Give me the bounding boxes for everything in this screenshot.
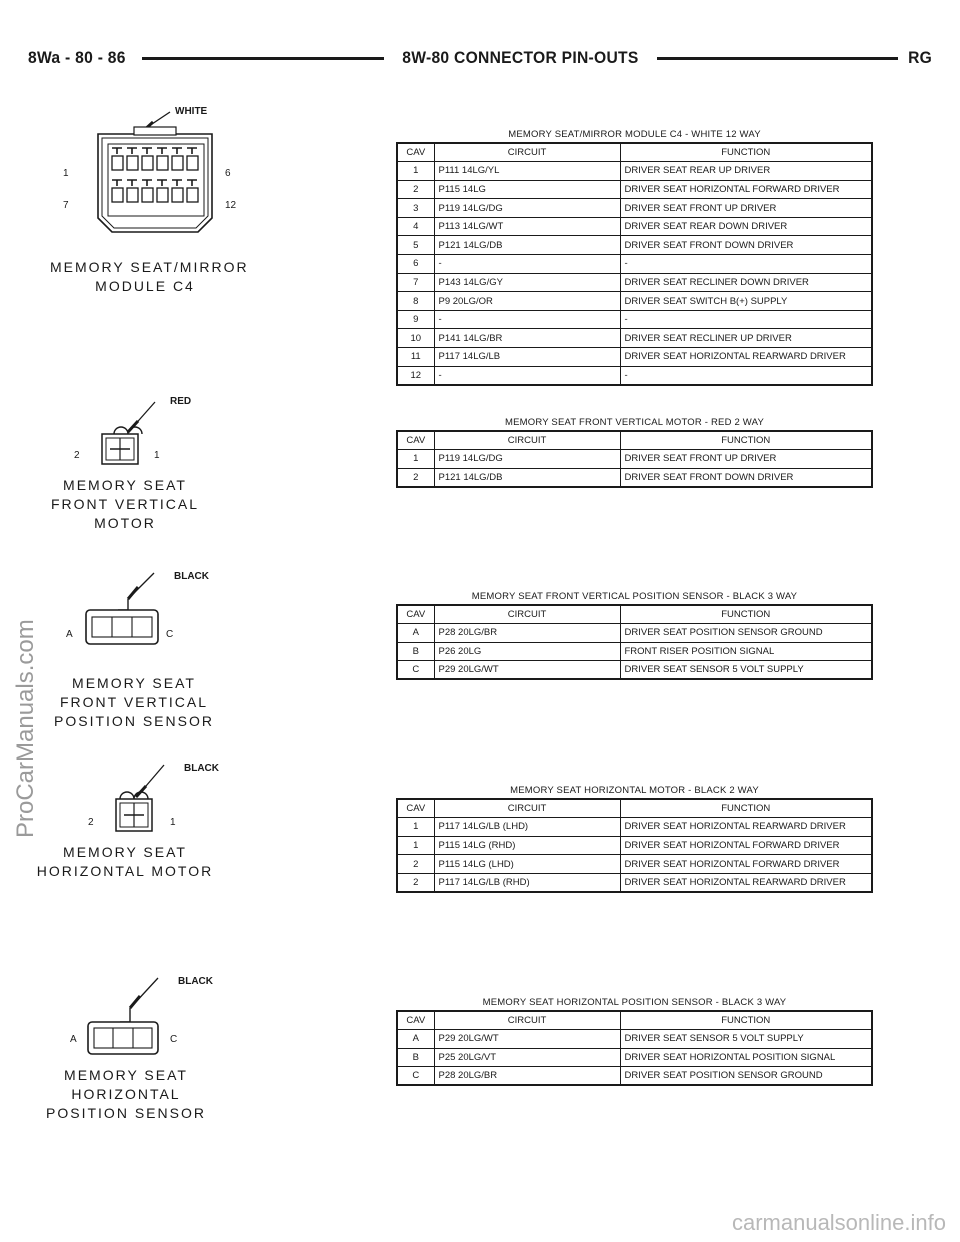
cell-circuit: P115 14LG (LHD) xyxy=(434,855,620,874)
cell-circuit: P141 14LG/BR xyxy=(434,329,620,348)
connector-name-front-vertical-motor xyxy=(50,476,200,533)
footer-watermark: carmanualsonline.info xyxy=(731,1210,946,1235)
cell-cav: 4 xyxy=(397,217,434,236)
cell-cav: 1 xyxy=(397,450,434,469)
cell-circuit: P121 14LG/DB xyxy=(434,468,620,487)
table-row xyxy=(397,624,872,643)
cell-cav: 7 xyxy=(397,273,434,292)
cell-function: DRIVER SEAT FRONT UP DRIVER xyxy=(620,450,872,469)
cell-cav: 2 xyxy=(397,180,434,199)
cell-cav: 6 xyxy=(397,255,434,274)
cell-circuit: - xyxy=(434,366,620,385)
pinout-table-front-vertical-sensor xyxy=(396,590,873,680)
connector-name-line: MOTOR xyxy=(94,515,156,531)
cell-function: DRIVER SEAT HORIZONTAL FORWARD DRIVER xyxy=(620,180,872,199)
pin-label-2: 2 xyxy=(88,817,94,828)
table-header-row xyxy=(397,143,872,162)
side-watermark: ProCarManuals.com xyxy=(12,619,39,838)
cell-cav: 12 xyxy=(397,366,434,385)
cell-circuit: P121 14LG/DB xyxy=(434,236,620,255)
table-row xyxy=(397,468,872,487)
connector-3way-drawing xyxy=(56,970,216,1062)
col-header-function: FUNCTION xyxy=(620,143,872,162)
connector-name-line: POSITION SENSOR xyxy=(54,713,214,729)
connector-name-line: MEMORY SEAT xyxy=(64,1067,188,1083)
cell-cav: 8 xyxy=(397,292,434,311)
cell-cav: 9 xyxy=(397,310,434,329)
cell-function: DRIVER SEAT POSITION SENSOR GROUND xyxy=(620,1067,872,1086)
connector-color-label: RED xyxy=(170,396,192,407)
connector-diagram-front-vertical-motor xyxy=(50,390,210,540)
pinout-table xyxy=(396,1010,873,1086)
cavity xyxy=(187,156,198,170)
table-row xyxy=(397,1048,872,1067)
col-header-circuit: CIRCUIT xyxy=(434,431,620,450)
cavity xyxy=(157,188,168,202)
connector-name-c4 xyxy=(50,258,249,296)
cell-circuit: P25 20LG/VT xyxy=(434,1048,620,1067)
connector-name-line: MEMORY SEAT xyxy=(63,844,187,860)
cell-circuit: P111 14LG/YL xyxy=(434,162,620,181)
terminal-latch xyxy=(127,180,137,186)
table-row xyxy=(397,310,872,329)
connector-name-horizontal-sensor xyxy=(46,1066,206,1123)
cavity xyxy=(127,188,138,202)
table-row xyxy=(397,450,872,469)
cell-function: DRIVER SEAT RECLINER UP DRIVER xyxy=(620,329,872,348)
cell-cav: 5 xyxy=(397,236,434,255)
cell-function: DRIVER SEAT FRONT DOWN DRIVER xyxy=(620,468,872,487)
cell-circuit: P115 14LG (RHD) xyxy=(434,836,620,855)
connector-diagram-front-vertical-sensor xyxy=(56,565,216,735)
cell-function: DRIVER SEAT SENSOR 5 VOLT SUPPLY xyxy=(620,661,872,680)
col-header-function: FUNCTION xyxy=(620,799,872,818)
col-header-cav: CAV xyxy=(397,431,434,450)
table-row xyxy=(397,236,872,255)
col-header-circuit: CIRCUIT xyxy=(434,1011,620,1030)
connector-diagram-horizontal-motor xyxy=(36,755,224,885)
col-header-cav: CAV xyxy=(397,799,434,818)
table-row xyxy=(397,348,872,367)
cell-circuit: P143 14LG/GY xyxy=(434,273,620,292)
cell-circuit: P29 20LG/WT xyxy=(434,1030,620,1049)
terminal-latch xyxy=(142,180,152,186)
cell-function: DRIVER SEAT SWITCH B(+) SUPPLY xyxy=(620,292,872,311)
cell-circuit: P117 14LG/LB (RHD) xyxy=(434,873,620,892)
table-row xyxy=(397,217,872,236)
terminal-latch xyxy=(187,180,197,186)
col-header-function: FUNCTION xyxy=(620,431,872,450)
cell-cav: A xyxy=(397,1030,434,1049)
table-header-row xyxy=(397,605,872,624)
cell-cav: 2 xyxy=(397,855,434,874)
connector-name-line: MEMORY SEAT xyxy=(63,477,187,493)
cell-circuit: P119 14LG/DG xyxy=(434,199,620,218)
cavity xyxy=(187,188,198,202)
col-header-cav: CAV xyxy=(397,143,434,162)
connector-name-line: MEMORY SEAT xyxy=(72,675,196,691)
cell-function: DRIVER SEAT FRONT DOWN DRIVER xyxy=(620,236,872,255)
cell-cav: 1 xyxy=(397,836,434,855)
cell-circuit: P113 14LG/WT xyxy=(434,217,620,236)
cell-circuit: P9 20LG/OR xyxy=(434,292,620,311)
cell-function: DRIVER SEAT REAR DOWN DRIVER xyxy=(620,217,872,236)
connector-12way-drawing xyxy=(60,100,250,250)
table-row xyxy=(397,855,872,874)
cell-circuit: P28 20LG/BR xyxy=(434,1067,620,1086)
cell-cav: C xyxy=(397,661,434,680)
cavity xyxy=(142,156,153,170)
page-header xyxy=(28,44,932,72)
cavity xyxy=(112,156,123,170)
pin-label-1: 1 xyxy=(63,168,69,179)
pin-label-2: 2 xyxy=(74,450,80,461)
table-row xyxy=(397,642,872,661)
pin-label-c: C xyxy=(166,629,174,640)
cell-function: FRONT RISER POSITION SIGNAL xyxy=(620,642,872,661)
table-title: MEMORY SEAT FRONT VERTICAL MOTOR - RED 2 WAY xyxy=(504,417,764,428)
cavity xyxy=(172,156,183,170)
cell-cav: 1 xyxy=(397,162,434,181)
cell-circuit: P117 14LG/LB (LHD) xyxy=(434,818,620,837)
cell-cav: B xyxy=(397,642,434,661)
table-header-row xyxy=(397,431,872,450)
cavity xyxy=(112,188,123,202)
connector-name-line: HORIZONTAL xyxy=(71,1086,181,1102)
connector-diagram-c4 xyxy=(50,100,250,300)
cell-cav: 3 xyxy=(397,199,434,218)
table-title: MEMORY SEAT HORIZONTAL MOTOR - BLACK 2 WAY xyxy=(510,785,759,796)
table-row xyxy=(397,836,872,855)
cell-circuit: P117 14LG/LB xyxy=(434,348,620,367)
col-header-cav: CAV xyxy=(397,605,434,624)
header-rule-left xyxy=(142,57,383,60)
cavity xyxy=(172,188,183,202)
col-header-circuit: CIRCUIT xyxy=(434,605,620,624)
connector-name-horizontal-motor xyxy=(30,843,220,881)
table-row xyxy=(397,292,872,311)
cell-function: DRIVER SEAT SENSOR 5 VOLT SUPPLY xyxy=(620,1030,872,1049)
cell-cav: 10 xyxy=(397,329,434,348)
pin-label-a: A xyxy=(66,629,73,640)
table-title: MEMORY SEAT/MIRROR MODULE C4 - WHITE 12 WAY xyxy=(508,129,761,140)
cell-circuit: P28 20LG/BR xyxy=(434,624,620,643)
connector-color-label: BLACK xyxy=(184,763,219,774)
pin-label-7: 7 xyxy=(63,200,69,211)
table-row xyxy=(397,366,872,385)
connector-3way-drawing xyxy=(56,565,216,655)
pinout-table xyxy=(396,142,873,386)
connector-name-line: FRONT VERTICAL xyxy=(50,496,200,512)
pin-label-c: C xyxy=(170,1034,178,1045)
terminal-latch xyxy=(157,148,167,154)
table-row xyxy=(397,273,872,292)
table-row xyxy=(397,1030,872,1049)
header-rule-right xyxy=(657,57,898,60)
pinout-table xyxy=(396,798,873,893)
terminal-latch xyxy=(172,148,182,154)
connector-color-label: BLACK xyxy=(178,976,213,987)
terminal-latch xyxy=(112,180,122,186)
connector-2way-drawing xyxy=(60,390,210,470)
cell-function: DRIVER SEAT REAR UP DRIVER xyxy=(620,162,872,181)
cell-circuit: P119 14LG/DG xyxy=(434,450,620,469)
cell-function: DRIVER SEAT RECLINER DOWN DRIVER xyxy=(620,273,872,292)
connector-name-line: FRONT VERTICAL xyxy=(59,694,209,710)
cell-cav: B xyxy=(397,1048,434,1067)
cavity xyxy=(127,156,138,170)
table-title: MEMORY SEAT FRONT VERTICAL POSITION SENSOR - BLACK 3 WAY xyxy=(471,591,798,602)
pinout-table-horizontal-sensor xyxy=(396,996,873,1086)
connector-2way-drawing xyxy=(74,755,224,840)
table-row xyxy=(397,180,872,199)
cell-circuit: - xyxy=(434,310,620,329)
cell-function: DRIVER SEAT HORIZONTAL FORWARD DRIVER xyxy=(620,855,872,874)
cell-cav: A xyxy=(397,624,434,643)
table-row xyxy=(397,329,872,348)
table-row xyxy=(397,1067,872,1086)
terminal-latch xyxy=(157,180,167,186)
cell-function: DRIVER SEAT HORIZONTAL REARWARD DRIVER xyxy=(620,818,872,837)
pin-label-a: A xyxy=(70,1034,77,1045)
cell-function: DRIVER SEAT HORIZONTAL REARWARD DRIVER xyxy=(620,348,872,367)
pinout-table-c4 xyxy=(396,128,873,386)
pinout-table xyxy=(396,430,873,488)
cell-function: DRIVER SEAT HORIZONTAL POSITION SIGNAL xyxy=(620,1048,872,1067)
connector-name-line: POSITION SENSOR xyxy=(46,1105,206,1121)
col-header-circuit: CIRCUIT xyxy=(434,799,620,818)
pinout-table-front-vertical-motor xyxy=(396,416,873,488)
cell-circuit: P29 20LG/WT xyxy=(434,661,620,680)
cell-function: - xyxy=(620,366,872,385)
table-row xyxy=(397,199,872,218)
cell-function: - xyxy=(620,255,872,274)
table-row xyxy=(397,255,872,274)
col-header-circuit: CIRCUIT xyxy=(434,143,620,162)
cell-function: DRIVER SEAT HORIZONTAL REARWARD DRIVER xyxy=(620,873,872,892)
cell-cav: 1 xyxy=(397,818,434,837)
connector-name-line: HORIZONTAL MOTOR xyxy=(36,863,214,879)
cell-cav: 11 xyxy=(397,348,434,367)
terminal-latch xyxy=(112,148,122,154)
table-title: MEMORY SEAT HORIZONTAL POSITION SENSOR - BLACK 3 WAY xyxy=(482,997,787,1008)
cell-circuit: - xyxy=(434,255,620,274)
pin-label-12: 12 xyxy=(225,200,237,211)
cell-function: DRIVER SEAT POSITION SENSOR GROUND xyxy=(620,624,872,643)
table-header-row xyxy=(397,1011,872,1030)
cell-cav: 2 xyxy=(397,873,434,892)
col-header-function: FUNCTION xyxy=(620,605,872,624)
connector-color-label: WHITE xyxy=(175,106,208,117)
cell-cav: 2 xyxy=(397,468,434,487)
terminal-latch xyxy=(172,180,182,186)
page-number: 8Wa - 80 - 86 xyxy=(28,48,126,67)
table-row xyxy=(397,661,872,680)
table-row xyxy=(397,818,872,837)
cell-circuit: P26 20LG xyxy=(434,642,620,661)
connector-color-label: BLACK xyxy=(174,571,209,582)
cell-cav: C xyxy=(397,1067,434,1086)
pin-label-1: 1 xyxy=(154,450,160,461)
col-header-cav: CAV xyxy=(397,1011,434,1030)
col-header-function: FUNCTION xyxy=(620,1011,872,1030)
model-code: RG xyxy=(907,48,933,67)
cell-circuit: P115 14LG xyxy=(434,180,620,199)
cell-function: - xyxy=(620,310,872,329)
pinout-table xyxy=(396,604,873,680)
pin-label-1: 1 xyxy=(170,817,176,828)
connector-name-line: MEMORY SEAT/MIRROR xyxy=(50,259,249,275)
connector-name-line: MODULE C4 xyxy=(95,278,195,294)
section-title: 8W-80 CONNECTOR PIN-OUTS xyxy=(401,48,639,67)
cell-function: DRIVER SEAT HORIZONTAL FORWARD DRIVER xyxy=(620,836,872,855)
pin-label-6: 6 xyxy=(225,168,231,179)
cell-function: DRIVER SEAT FRONT UP DRIVER xyxy=(620,199,872,218)
terminal-latch xyxy=(142,148,152,154)
cavity xyxy=(157,156,168,170)
terminal-latch xyxy=(127,148,137,154)
connector-diagram-horizontal-sensor xyxy=(46,970,216,1130)
terminal-latch xyxy=(187,148,197,154)
cavity xyxy=(142,188,153,202)
pinout-table-horizontal-motor xyxy=(396,784,873,893)
table-header-row xyxy=(397,799,872,818)
connector-name-front-vertical-sensor xyxy=(54,674,214,731)
table-row xyxy=(397,873,872,892)
table-row xyxy=(397,162,872,181)
